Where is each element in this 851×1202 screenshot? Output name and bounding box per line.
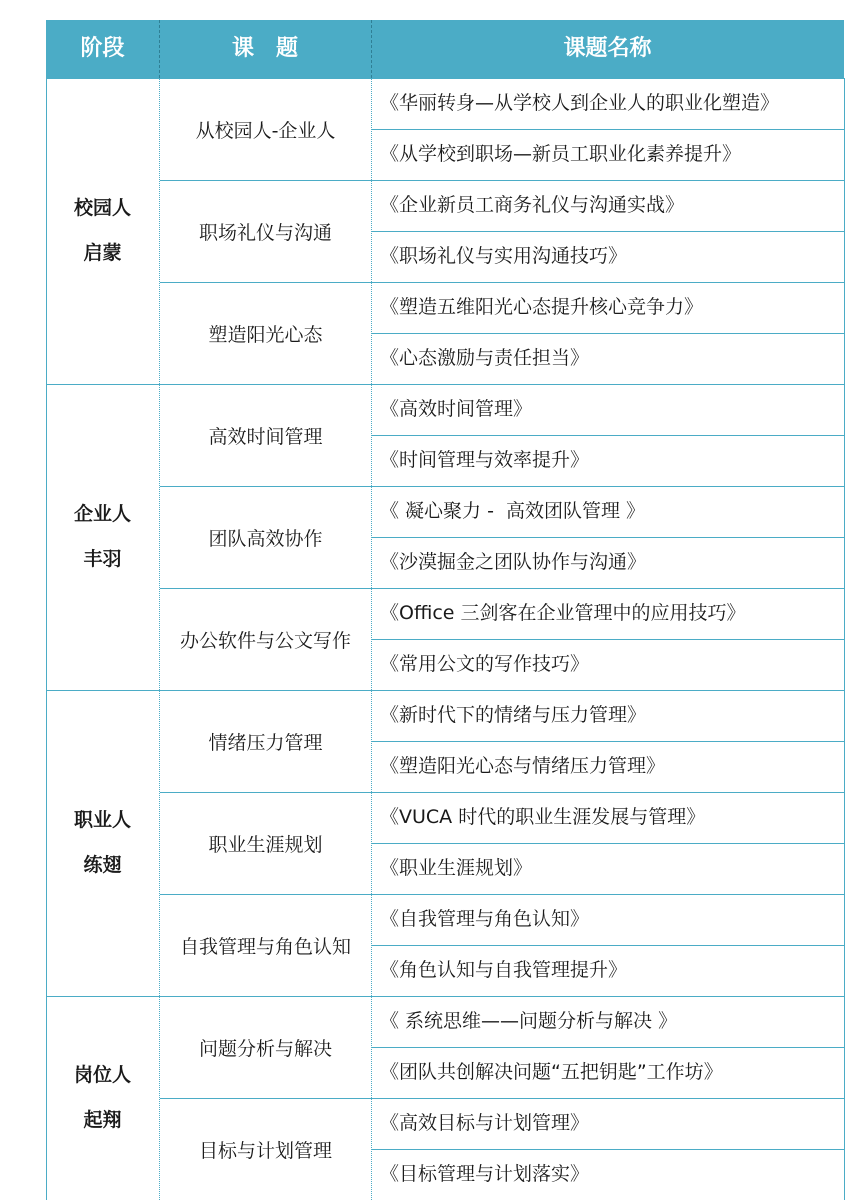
course-name-cell: 《角色认知与自我管理提升》 [380,959,628,981]
stage-name-line: 启蒙 [83,242,122,264]
topic-cell: 高效时间管理 [208,425,323,448]
header-course-name: 课题名称 [563,36,652,61]
stage-cell [46,78,159,384]
topic-cell: 目标与计划管理 [198,1139,332,1162]
stage-name-line: 练翅 [83,854,122,876]
stage-name-line: 丰羽 [83,548,122,570]
stage-cell [46,384,159,690]
topic-cell: 情绪压力管理 [208,731,323,754]
topic-cell: 问题分析与解决 [198,1037,332,1060]
course-name-cell: 《新时代下的情绪与压力管理》 [380,704,647,726]
course-name-cell: 《塑造五维阳光心态提升核心竞争力》 [380,296,704,318]
column-divider [844,78,845,1200]
course-name-cell: 《目标管理与计划落实》 [380,1163,590,1185]
topic-cell: 从校园人-企业人 [195,119,336,142]
course-name-cell: 《VUCA 时代的职业生涯发展与管理》 [380,806,706,828]
stage-name-line: 企业人 [73,503,131,525]
header-divider [159,20,160,78]
header-topic: 课 题 [231,36,298,61]
stage-name-line: 起翔 [83,1109,122,1131]
stage-name-line: 职业人 [73,809,131,831]
course-name-cell: 《团队共创解决问题“五把钥匙”工作坊》 [380,1061,723,1083]
topic-cell: 办公软件与公文写作 [179,629,351,652]
course-name-cell: 《塑造阳光心态与情绪压力管理》 [380,755,666,777]
stage-name-line: 岗位人 [73,1064,131,1086]
course-name-cell: 《企业新员工商务礼仪与沟通实战》 [380,194,685,216]
course-name-cell: 《从学校到职场—新员工职业化素养提升》 [380,143,742,165]
course-name-cell: 《沙漠掘金之团队协作与沟通》 [380,551,647,573]
course-name-cell: 《高效目标与计划管理》 [380,1112,590,1134]
topic-cell: 职业生涯规划 [208,833,323,856]
stage-name-line: 校园人 [73,197,131,219]
course-name-cell: 《华丽转身—从学校人到企业人的职业化塑造》 [380,92,780,114]
course-name-cell: 《Office 三剑客在企业管理中的应用技巧》 [380,602,746,624]
table-header [46,20,844,78]
stage-cell [46,690,159,996]
topic-cell: 自我管理与角色认知 [179,935,351,958]
topic-cell: 职场礼仪与沟通 [198,221,332,244]
topic-cell: 塑造阳光心态 [208,323,323,346]
column-divider [159,78,160,1200]
course-name-cell: 《职场礼仪与实用沟通技巧》 [380,245,628,267]
topic-cell: 团队高效协作 [208,527,323,550]
course-name-cell: 《常用公文的写作技巧》 [380,653,590,675]
header-divider [371,20,372,78]
course-name-cell: 《 凝心聚力 - 高效团队管理 》 [380,500,646,522]
course-name-cell: 《高效时间管理》 [380,398,533,420]
course-name-cell: 《职业生涯规划》 [380,857,533,879]
column-divider [46,78,47,1200]
course-name-cell: 《心态激励与责任担当》 [380,347,590,369]
header-stage: 阶段 [80,36,125,61]
column-divider [371,78,372,1200]
course-name-cell: 《 系统思维——问题分析与解决 》 [380,1010,678,1032]
stage-cell [46,996,159,1200]
course-name-cell: 《自我管理与角色认知》 [380,908,590,930]
course-name-cell: 《时间管理与效率提升》 [380,449,590,471]
